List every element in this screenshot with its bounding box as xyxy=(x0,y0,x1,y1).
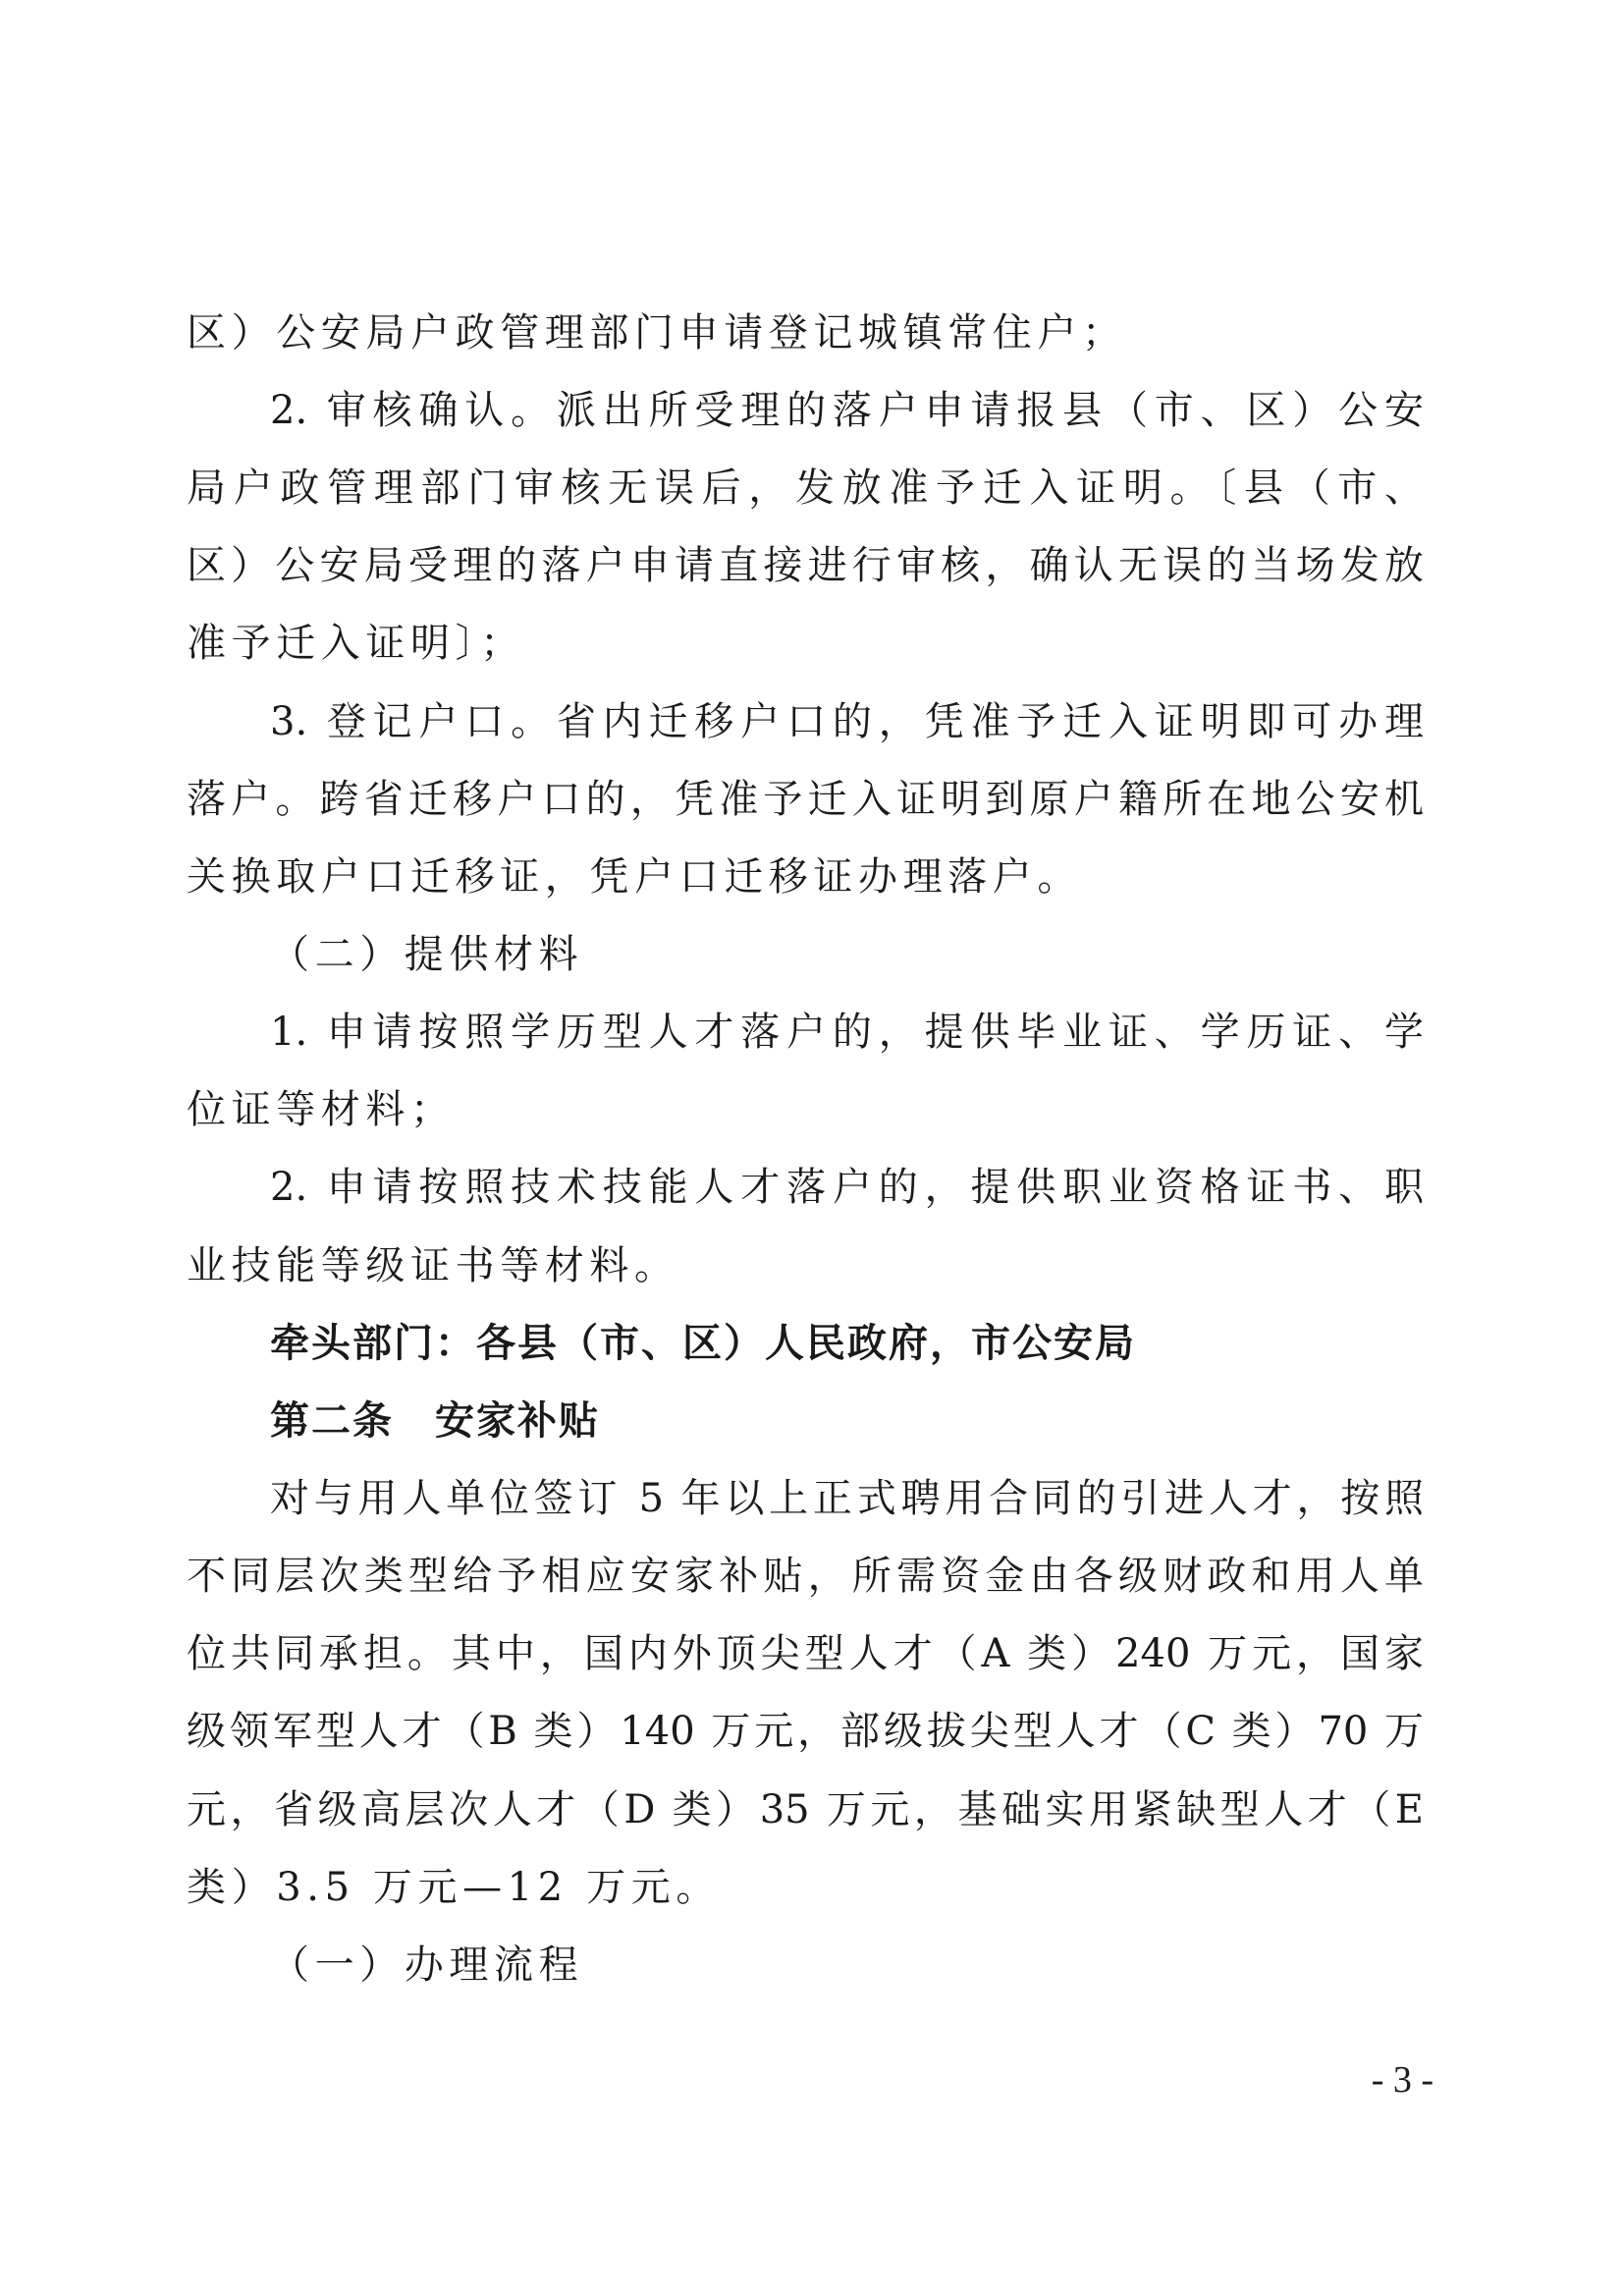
body-text-line: 类）3.5 万元—12 万元。 xyxy=(187,1865,721,1910)
body-text-line: 不同层次类型给予相应安家补贴，所需资金由各级财政和用人单 xyxy=(187,1554,1424,1599)
body-text-line: 区）公安局受理的落户申请直接进行审核，确认无误的当场发放 xyxy=(187,543,1424,588)
article-heading: 第二条 安家补贴 xyxy=(270,1398,600,1444)
body-text-line: 对与用人单位签订 5 年以上正式聘用合同的引进人才，按照 xyxy=(270,1476,1424,1521)
page-number: - 3 - xyxy=(1371,2059,1434,2101)
body-text-line: 位共同承担。其中，国内外顶尖型人才（A 类）240 万元，国家 xyxy=(187,1631,1424,1676)
subsection-heading: （一）办理流程 xyxy=(270,1942,584,1988)
body-text-line: 元，省级高层次人才（D 类）35 万元，基础实用紧缺型人才（E xyxy=(187,1787,1424,1832)
body-text-line: 区）公安局户政管理部门申请登记城镇常住户； xyxy=(187,310,1127,355)
body-text-line: 级领军型人才（B 类）140 万元，部级拔尖型人才（C 类）70 万 xyxy=(187,1709,1424,1754)
body-text-line: 落户。跨省迁移户口的，凭准予迁入证明到原户籍所在地公安机 xyxy=(187,777,1424,822)
body-text-line: 位证等材料； xyxy=(187,1087,456,1132)
body-text-line: 2. 审核确认。派出所受理的落户申请报县（市、区）公安 xyxy=(270,388,1424,433)
body-text-line: 2. 申请按照技术技能人才落户的，提供职业资格证书、职 xyxy=(270,1165,1424,1210)
body-text-line: 1. 申请按照学历型人才落户的，提供毕业证、学历证、学 xyxy=(270,1010,1424,1055)
body-text-line: 局户政管理部门审核无误后，发放准予迁入证明。〔县（市、 xyxy=(187,465,1424,511)
body-text-line: 关换取户口迁移证，凭户口迁移证办理落户。 xyxy=(187,854,1082,900)
body-text-line: 准予迁入证明〕； xyxy=(187,621,525,666)
body-text-line: 业技能等级证书等材料。 xyxy=(187,1243,679,1288)
lead-department-line: 牵头部门：各县（市、区）人民政府，市公安局 xyxy=(270,1321,1136,1366)
body-text-line: 3. 登记户口。省内迁移户口的，凭准予迁入证明即可办理 xyxy=(270,699,1424,744)
subsection-heading: （二）提供材料 xyxy=(270,932,584,977)
